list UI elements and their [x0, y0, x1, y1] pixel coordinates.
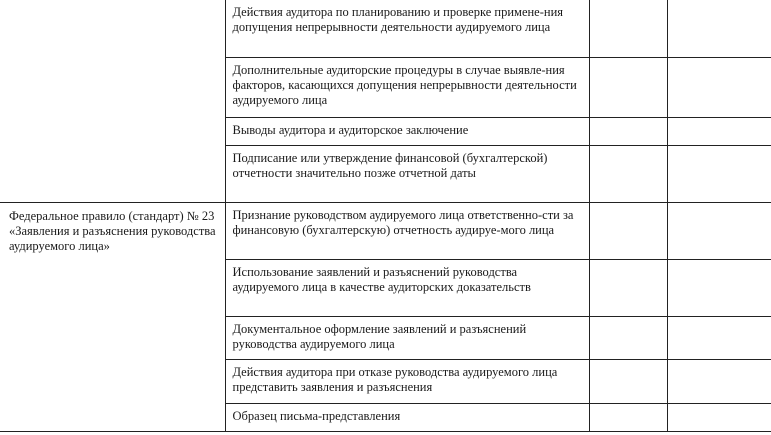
blank-cell: [589, 259, 667, 316]
blank-cell: [667, 0, 771, 57]
topic-cell: Признание руководством аудируемого лица ответственно-сти за финансовую (бухгалтерскую) отчетность аудируе-мого лица: [225, 202, 589, 259]
standard-cell: Федеральное правило (стандарт) № 23 «Заявления и разъяснения руководства аудируемого лица»: [0, 202, 225, 431]
blank-cell: [589, 403, 667, 431]
blank-cell: [667, 145, 771, 202]
table-row: [0, 202, 771, 259]
blank-cell: [589, 316, 667, 359]
blank-cell: [589, 202, 667, 259]
blank-cell: [667, 259, 771, 316]
topic-cell: Образец письма-представления: [225, 403, 589, 431]
topic-cell: Выводы аудитора и аудиторское заключение: [225, 117, 589, 145]
blank-cell: [589, 57, 667, 117]
topic-cell: Подписание или утверждение финансовой (бухгалтерской) отчетности значительно позже отчетной даты: [225, 145, 589, 202]
blank-cell: [667, 316, 771, 359]
blank-cell: [667, 202, 771, 259]
topic-cell: Дополнительные аудиторские процедуры в случае выявле-ния факторов, касающихся допущения непрерывности деятельности аудируемого лица: [225, 57, 589, 117]
blank-cell: [667, 359, 771, 403]
topic-cell: Действия аудитора при отказе руководства аудируемого лица представить заявления и разъяснения: [225, 359, 589, 403]
blank-cell: [589, 0, 667, 57]
blank-cell: [667, 57, 771, 117]
topic-cell: Действия аудитора по планированию и проверке примене-ния допущения непрерывности деятельности аудируемого лица: [225, 0, 589, 57]
blank-cell: [589, 359, 667, 403]
topic-cell: Использование заявлений и разъяснений руководства аудируемого лица в качестве аудиторских доказательств: [225, 259, 589, 316]
blank-cell: [589, 117, 667, 145]
blank-cell: [589, 145, 667, 202]
table-row: [0, 0, 771, 57]
standard-cell: [0, 0, 225, 202]
blank-cell: [667, 403, 771, 431]
topic-cell: Документальное оформление заявлений и разъяснений руководства аудируемого лица: [225, 316, 589, 359]
blank-cell: [667, 117, 771, 145]
